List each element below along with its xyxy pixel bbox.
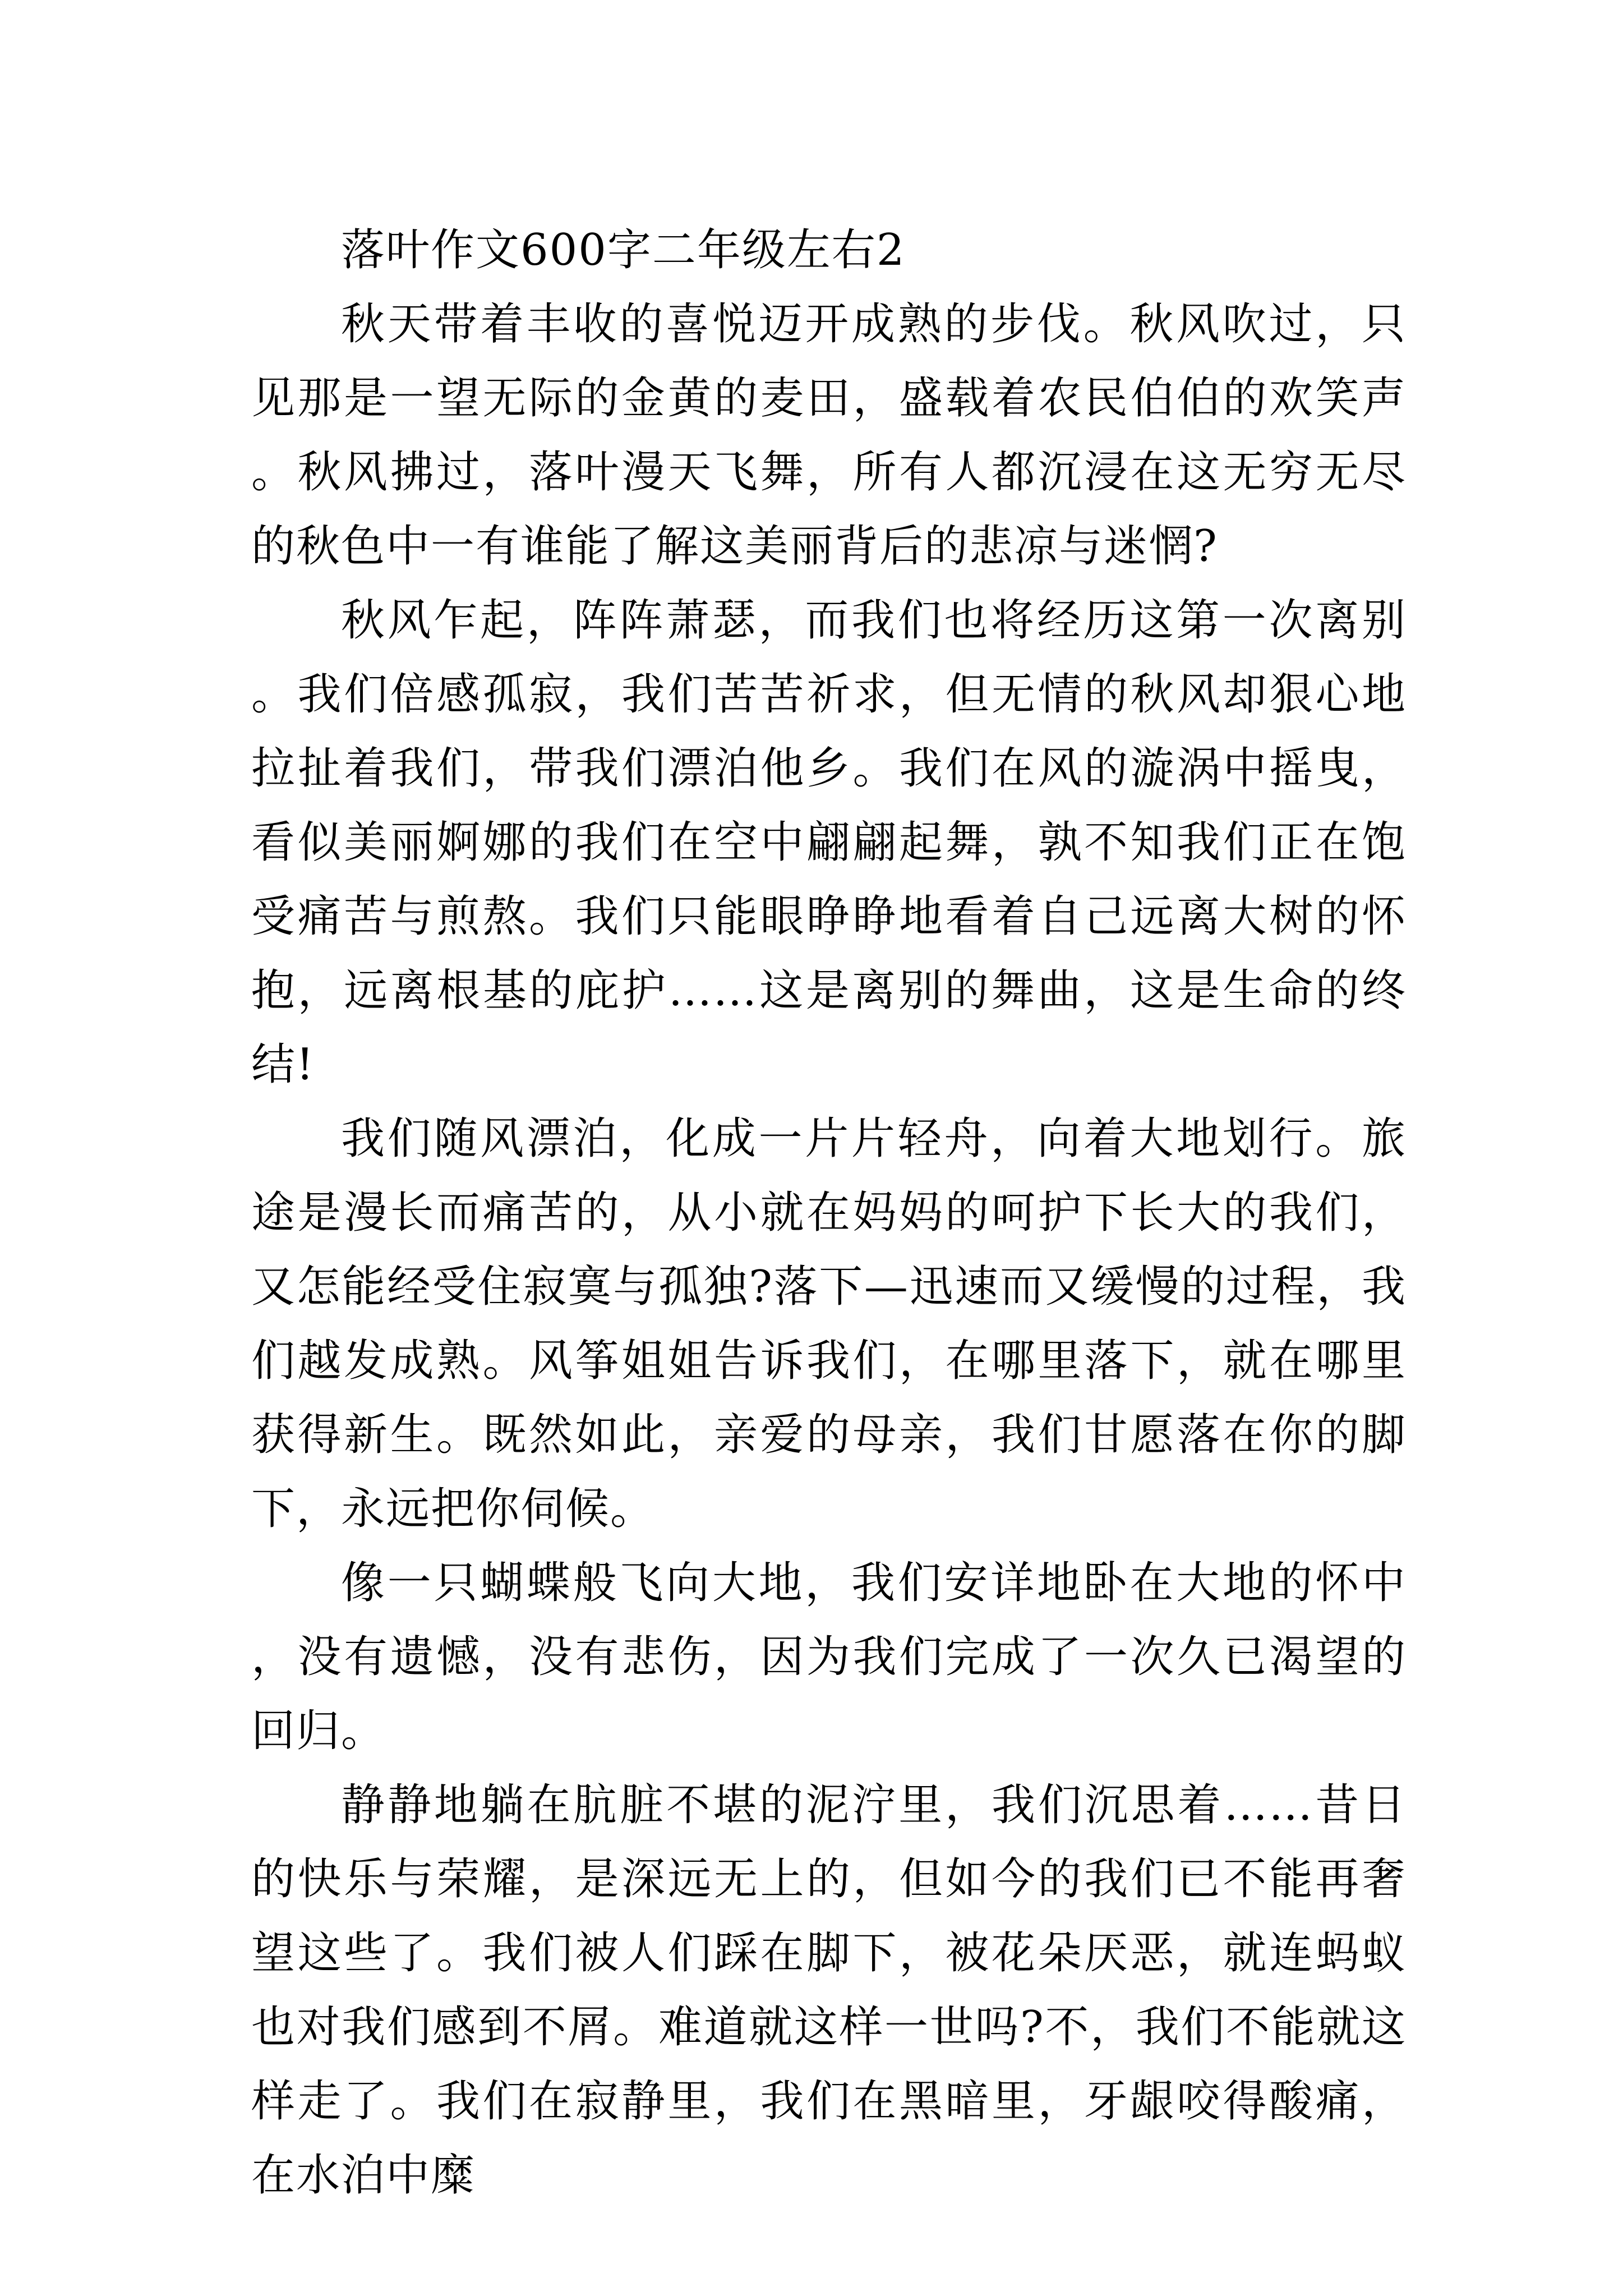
paragraph-4: 像一只蝴蝶般飞向大地，我们安详地卧在大地的怀中，没有遗憾，没有悲伤，因为我们完成了一次久已渴望的回归。	[251, 1558, 1407, 1756]
paragraph-2: 秋风乍起，阵阵萧瑟，而我们也将经历这第一次离别。我们倍感孤寂，我们苦苦祈求，但无情的秋风却狠心地拉扯着我们，带我们漂泊他乡。我们在风的漩涡中摇曳，看似美丽婀娜的我们在空中翩翩起舞，孰不知我们正在饱受痛苦与煎熬。我们只能眼睁睁地看着自己远离大树的怀抱，远离根基的庇护……这是离别的舞曲，这是生命的终结!	[251, 595, 1407, 1090]
paragraph-5: 静静地躺在肮脏不堪的泥泞里，我们沉思着……昔日的快乐与荣耀，是深远无上的，但如今的我们已不能再奢望这些了。我们被人们踩在脚下，被花朵厌恶，就连蚂蚁也对我们感到不屑。难道就这样一世吗?不，我们不能就这样走了。我们在寂静里，我们在黑暗里，牙龈咬得酸痛，在水泊中糜	[251, 1780, 1407, 2201]
paragraph-3: 我们随风漂泊，化成一片片轻舟，向着大地划行。旅途是漫长而痛苦的，从小就在妈妈的呵护下长大的我们，又怎能经受住寂寞与孤独?落下—迅速而又缓慢的过程，我们越发成熟。风筝姐姐告诉我们，在哪里落下，就在哪里获得新生。既然如此，亲爱的母亲，我们甘愿落在你的脚下，永远把你伺候。	[251, 1114, 1407, 1534]
document-title: 落叶作文600字二年级左右2	[341, 225, 906, 275]
document-body	[251, 213, 1407, 2212]
paragraph-1: 秋天带着丰收的喜悦迈开成熟的步伐。秋风吹过，只见那是一望无际的金黄的麦田，盛载着农民伯伯的欢笑声。秋风拂过，落叶漫天飞舞，所有人都沉浸在这无穷无尽的秋色中一有谁能了解这美丽背后的悲凉与迷惘?	[251, 299, 1407, 572]
